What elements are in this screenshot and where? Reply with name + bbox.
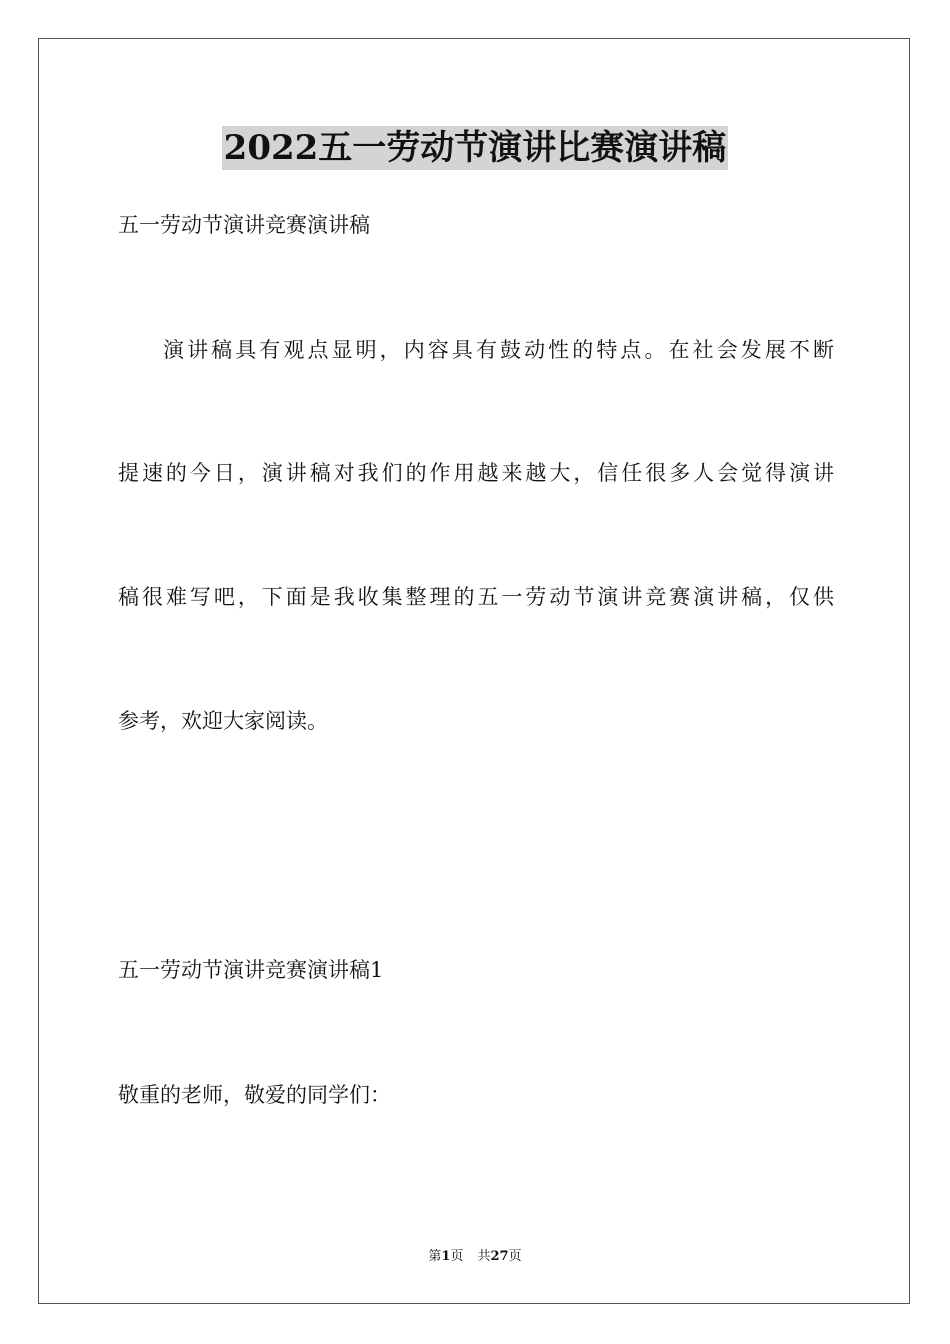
salutation: 敬重的老师，敬爱的同学们： — [118, 1083, 391, 1107]
intro-line-4: 参考，欢迎大家阅读。 — [118, 709, 328, 733]
intro-line-2: 提速的今日，演讲稿对我们的作用越来越大，信任很多人会觉得演讲 — [118, 461, 834, 485]
footer-total-prefix: 共 — [477, 1249, 491, 1264]
page-footer — [0, 1248, 950, 1266]
footer-page-number: 1 — [441, 1249, 451, 1264]
document-title-block — [0, 126, 950, 170]
footer-total-pages: 27 — [490, 1249, 509, 1264]
document-subtitle: 五一劳动节演讲竞赛演讲稿 — [118, 213, 370, 237]
document-title: 2022五一劳动节演讲比赛演讲稿 — [223, 128, 727, 168]
footer-page-suffix: 页 — [450, 1249, 464, 1264]
footer-total-suffix: 页 — [508, 1249, 522, 1264]
intro-line-1: 演讲稿具有观点显明，内容具有鼓动性的特点。在社会发展不断 — [163, 338, 834, 362]
section-heading: 五一劳动节演讲竞赛演讲稿1 — [118, 958, 384, 982]
intro-line-3: 稿很难写吧，下面是我收集整理的五一劳动节演讲竞赛演讲稿，仅供 — [118, 585, 834, 609]
footer-page-prefix: 第 — [428, 1249, 442, 1264]
